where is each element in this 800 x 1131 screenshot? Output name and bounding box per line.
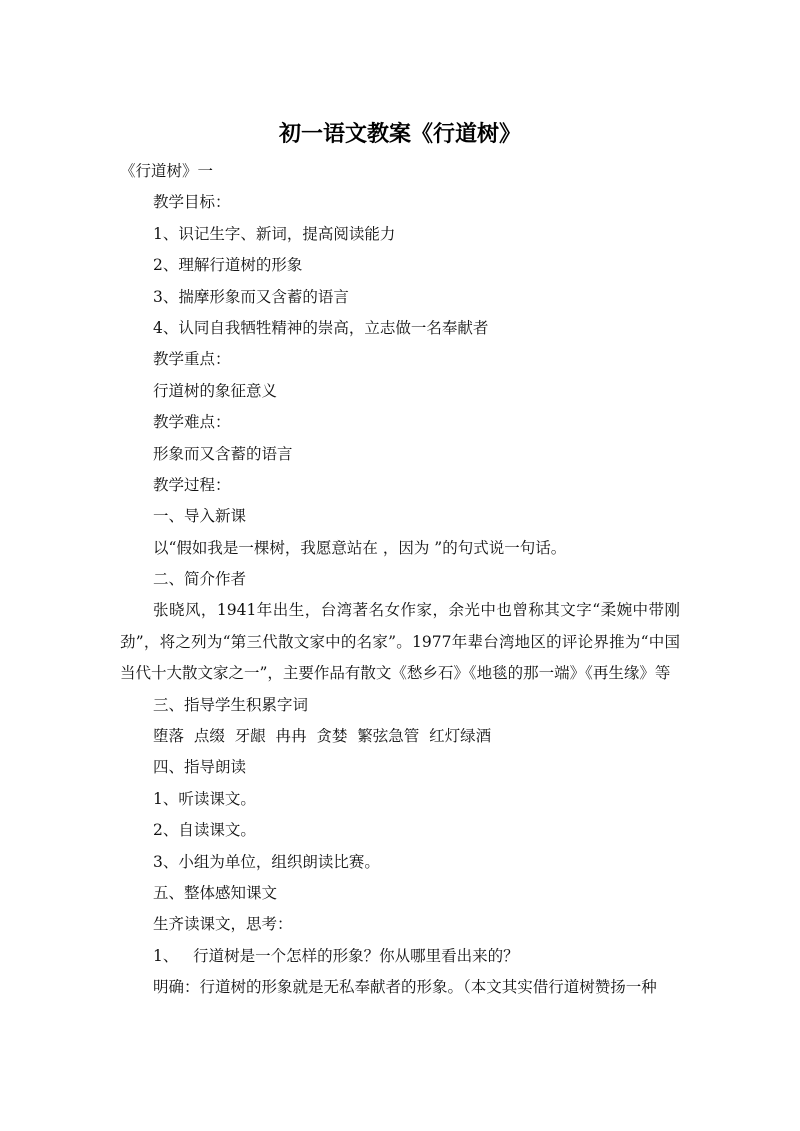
text-line: 以“假如我是一棵树，我愿意站在 ，因为 ”的句式说一句话。 — [153, 538, 567, 557]
text-line: 二、简介作者 — [153, 570, 247, 589]
text-line: 教学难点： — [153, 413, 231, 432]
text-line: 生齐读课文，思考： — [153, 915, 293, 934]
vocabulary-line: 堕落 点缀 牙龈 冉冉 贪婪 繁弦急管 红灯绿酒 — [153, 727, 492, 746]
text-line: 2、自读课文。 — [153, 821, 256, 840]
text-line: 4、认同自我牺牲精神的崇高，立志做一名奉献者 — [153, 318, 489, 337]
text-line: 3、小组为单位，组织朗读比赛。 — [153, 852, 380, 871]
text-line: 1、识记生字、新词，提高阅读能力 — [153, 224, 396, 243]
text-line: 行道树的象征意义 — [153, 381, 278, 400]
document-title: 初一语文教案《行道树》 — [278, 122, 521, 147]
document-body — [120, 156, 680, 1004]
text-line: 《行道树》一 — [120, 162, 214, 180]
text-line: 教学目标： — [153, 193, 231, 212]
text-line: 四、指导朗读 — [153, 758, 247, 777]
text-line: 3、揣摩形象而又含蓄的语言 — [153, 287, 349, 306]
text-line: 五、整体感知课文 — [153, 884, 278, 903]
text-line: 形象而又含蓄的语言 — [153, 444, 293, 463]
author-paragraph: 张晓风，1941年出生，台湾著名女作家，余光中也曾称其文字“柔婉中带刚劲”，将之列为“第三代散文家中的名家”。1977年辈台湾地区的评论界推为“中国当代十大散文家之一”，主要作品有散文《愁乡石》《地毯的那一端》《再生缘》等 — [120, 601, 680, 683]
text-line: 一、导入新课 — [153, 507, 247, 526]
text-line: 教学过程： — [153, 475, 231, 494]
text-line: 1、听读课文。 — [153, 789, 256, 808]
question-line: 1、 行道树是一个怎样的形象？你从哪里看出来的？ — [153, 946, 519, 965]
text-line: 三、指导学生积累字词 — [153, 695, 309, 714]
text-line: 2、理解行道树的形象 — [153, 256, 303, 275]
text-line: 明确：行道树的形象就是无私奉献者的形象。（本文其实借行道树赞扬一种 — [153, 978, 657, 997]
text-line: 教学重点： — [153, 350, 231, 369]
